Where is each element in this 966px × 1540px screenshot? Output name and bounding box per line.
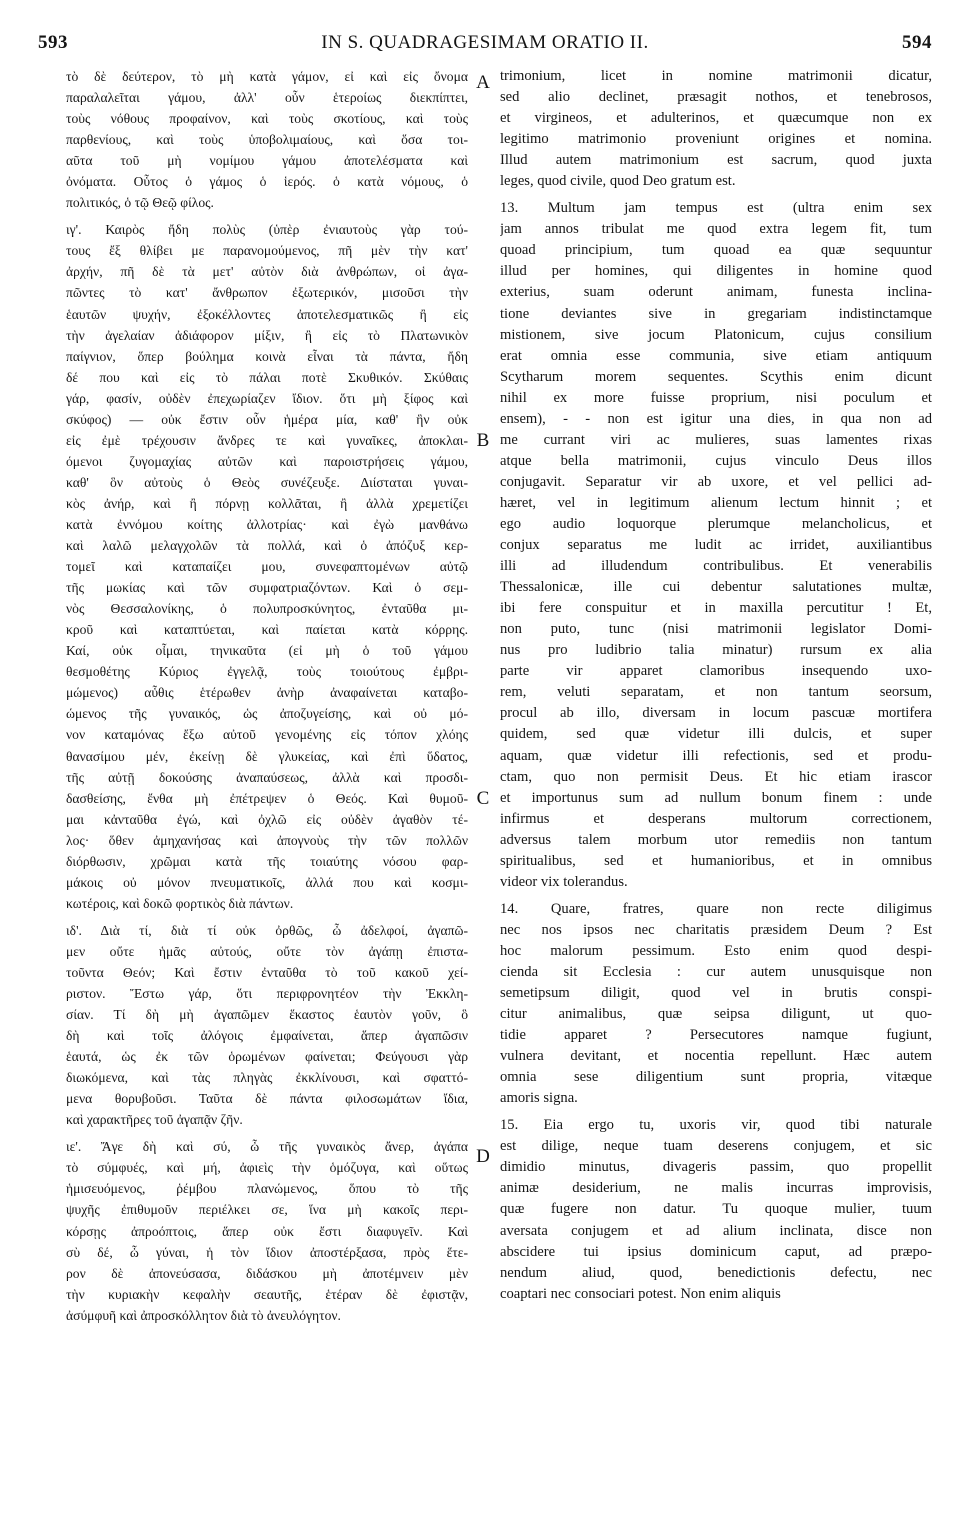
latin-paragraph	[500, 899, 932, 1109]
greek-line: ἑαυτῶν ψυχήν, ἐξοκέλλοντες ἀποτελεσματικῶς ἢ εἰς	[66, 306, 468, 322]
greek-line: γάρ, φασίν, οὐδὲν ἐπεχωρίαζεν ἴδιον. ὅτι μὴ ξίφος καὶ	[66, 390, 468, 406]
latin-line: parte vir apparet clamoribus insequendo uxo-	[500, 663, 932, 680]
latin-line: legitimo matrimonio proveniunt origines et nomina.	[500, 131, 932, 148]
latin-line: quæ fugere non datur. Tu quoque mulier, tuum	[500, 1201, 932, 1218]
latin-line: Scytharum morem sequentes. Scythis enim dicunt	[500, 368, 932, 385]
latin-line: aversata conjugem et ad alium inclinata, disce non	[500, 1222, 932, 1239]
latin-line: abscidere tui ipsius dominicum caput, ad præpo-	[500, 1243, 932, 1260]
latin-line: hæret, vel in legitimum alienum lectum hinnit ; et	[500, 494, 932, 511]
latin-line: 13. Multum jam tempus est (ultra enim sex	[500, 200, 932, 217]
greek-line: ἀρχήν, πῆ δὲ τὰ μετ' αὐτὸν διὰ ἀνθρώπων, οἱ ἀγα-	[66, 264, 468, 280]
greek-line: Καί, οὐκ οἶμαι, τηνικαῦτα (εἰ μὴ ὁ τοῦ γάμου	[66, 643, 468, 659]
running-title: IN S. QUADRAGESIMAM ORATIO II.	[321, 32, 649, 53]
greek-line: νον καταμόνας ἔξω αὐτοῦ γενομένης εἰς τόπον χλόης	[66, 727, 468, 743]
latin-line: ego audio loquorque plerumque melancholicus, et	[500, 515, 932, 532]
latin-line: quoad principium, tum quoad ea quæ sequuntur	[500, 242, 932, 259]
greek-line: σίαν. Τί δὴ μὴ ἀγαπῶμεν ἕκαστος ἑαυτὸν γοῦν, ὃ	[66, 1007, 468, 1023]
latin-line: semetipsum diligit, quod vel in brutis conspi-	[500, 985, 932, 1002]
greek-line: δασθείσης, ἔνθα μὴ ἐπέτρεψεν ὁ Θεός. Καὶ θυμοῦ-	[66, 790, 468, 806]
greek-line: θεσμοθέτης Κύριος ἐγγελᾷ, τοὺς τοιούτους ἐμβρι-	[66, 664, 468, 680]
page-number-left: 593	[38, 32, 68, 53]
latin-line: Thessalonicæ, ille cui debentur salutationes multæ,	[500, 579, 932, 596]
latin-line: trimonium, licet in nomine matrimonii dicatur,	[500, 68, 932, 84]
greek-line: καὶ λαλῶ μελαγχολῶν τὰ πολλά, καὶ ὁ ἀπόζυξ κερ-	[66, 538, 468, 554]
greek-line: παραλαλεῖται γάμου, ἀλλ' οὖν ἑτεροίως διεκπίπτει,	[66, 90, 468, 106]
latin-line: me currant viri ac mulieres, suas lamentes rixas	[500, 431, 932, 448]
latin-line: videor vix tolerandus.	[500, 873, 628, 890]
latin-line: coaptari nec consociari potest. Non enim aliquis	[500, 1285, 781, 1302]
greek-line: τῆς μωκίας καὶ τῶν συμφατριαζόντων. Καὶ ὁ σεμ-	[66, 580, 468, 596]
greek-paragraph	[66, 1136, 468, 1325]
section-marker-a: A	[476, 72, 490, 93]
greek-line: παρθενίους, καὶ τοὺς ὑποβολιμαίους, καὶ ὅσα τοι-	[66, 132, 468, 148]
greek-line: τοῦντα Θεόν; Καὶ ἔστιν ἐνταῦθα τὸ τοῦ κακοῦ χεί-	[66, 964, 468, 980]
latin-line: dimidio minutus, divageris passim, quo propellit	[500, 1159, 932, 1176]
latin-line: animæ desiderium, ne malis incurras improvisis,	[500, 1180, 932, 1197]
greek-line: ιδ'. Διὰ τί, διὰ τί οὐκ ὀρθῶς, ὦ ἀδελφοί, ἀγαπῶ-	[66, 922, 468, 938]
latin-line: ibi fere conspuitur et in maxilla percutitur ! Et,	[500, 600, 932, 617]
latin-line: mistionem, sive jocum Platonicum, cujus consilium	[500, 326, 932, 343]
latin-line: procul ab illo, diversam in locum pascuæ mortifera	[500, 705, 932, 722]
latin-line: est dilige, neque tuam deserens conjugem, et sic	[500, 1138, 932, 1155]
latin-line: leges, quod civile, quod Deo gratum est.	[500, 173, 736, 190]
greek-line: τους ἔξ θλίβει με παρανομούμενος, πῆ μὲν τὴν κατ'	[66, 243, 468, 259]
latin-line: infirmus et desperans multorum correctionem,	[500, 810, 932, 827]
latin-line: et importunus sum ad nullum bonum finem : unde	[500, 789, 932, 806]
greek-line: εἰς ἐμὲ τρέχουσιν ἄνδρες τε καὶ γυναῖκες, ἀποκλαι-	[66, 432, 468, 448]
greek-line: δέ που καὶ εἰς τὸ πάλαι ποτὲ Σκυθικόν. Σκύθαις	[66, 369, 468, 385]
latin-line: atque bella matrimonii, cujus vinculo Deus illos	[500, 452, 932, 469]
latin-line: amoris signa.	[500, 1090, 578, 1107]
latin-line: aquam, quæ videtur illi refectionis, sed et produ-	[500, 747, 932, 764]
greek-line: νὸς Θεσσαλονίκης, ὁ πολυπροσκύνητος, ἐνταῦθα μι-	[66, 601, 468, 617]
latin-line: ctam, quo non permisit Deus. Et hic etiam irascor	[500, 768, 932, 785]
latin-line: et virgineos, et adulterinos, et quæcumque non ex	[500, 110, 932, 127]
latin-line: vulnera devitant, et nocentia repellunt. Hæc autem	[500, 1048, 932, 1065]
greek-paragraph	[66, 920, 468, 1130]
latin-line: 15. Eia ergo tu, uxoris vir, quod tibi naturale	[500, 1117, 932, 1134]
greek-line: παίγνιον, ὅπερ βούλημα κοινὰ εἶναι τὰ πάντα, ἤδη	[66, 348, 468, 364]
greek-line: μάκοις οὐ μόνον πνευματικοῖς, ἀλλά που καὶ κοσμι-	[66, 874, 468, 890]
greek-line: σκύφος) — οὐκ ἔστιν οὖν ἡμέρα μία, καθ' ἣν οὐκ	[66, 411, 468, 427]
greek-line: αῦτα τοῦ μὴ νομίμου γάμου ἀποτελέσματα καὶ	[66, 153, 468, 169]
latin-line: illi ad illudendum contribulibus. Et venerabilis	[500, 558, 932, 575]
greek-line: τῆς αὐτῇ δοκούσης ἀναπαύσεως, ἀλλὰ καὶ προσδι-	[66, 769, 468, 785]
latin-line: 14. Quare, fratres, quare non recte diligimus	[500, 900, 932, 917]
greek-paragraph	[66, 66, 468, 213]
greek-line: κωτέροις, καὶ δοκῶ φορτικὸς διὰ πάντων.	[66, 895, 294, 911]
greek-line: κατὰ ἐννόμου κοίτης ἀλλοτρίας· καὶ ἐγὼ μανθάνω	[66, 516, 468, 532]
greek-line: ἡμισευόμενος, ῥέμβου πλανώμενος, ὅπου τὸ τῆς	[66, 1181, 468, 1197]
greek-line: κὸς ἀνήρ, καὶ ἢ πόρνῃ κολλᾶται, ἢ ἀλλὰ χρεμετίζει	[66, 495, 468, 511]
greek-line: όμενοι ζυγομαχίας αὐτῶν καὶ παροιστρήσεις γάμου,	[66, 453, 468, 469]
greek-line: κόρσῃς ἀπροόπτοις, ἅπερ οὐκ ἔστι διαφυγεῖν. Καὶ	[66, 1223, 468, 1239]
greek-line: τοὺς νόθους προφαίνον, καὶ τοὺς σκοτίους, καὶ τοὺς	[66, 111, 468, 127]
greek-line: ριστον. Ἔστω γάρ, ὅτι περιφρονητέον τὴν Ἐκκλη-	[66, 986, 468, 1002]
greek-line: λος· ὅθεν ἀμηχανήσας καὶ ἀπογνοὺς τὴν τῶν πολλῶν	[66, 832, 468, 848]
greek-line: μενα θορυβοῦσι. Ταῦτα δὲ πάντα φιλοσωμάτων ἴδια,	[66, 1091, 468, 1107]
greek-line: τομεῖ καὶ καταπαίζει μου, συνεφαπτομένων αὐτῷ	[66, 559, 468, 575]
latin-line: tione deviantes sive in gregariam indistinctamque	[500, 305, 932, 322]
greek-line: τὴν κυριακὴν κεφαλὴν σεαυτῆς, ἑτέραν δὲ ἐφιστᾷν,	[66, 1286, 468, 1302]
latin-line: omnia sese diligentium sunt propria, vitæque	[500, 1069, 932, 1086]
greek-paragraph	[66, 219, 468, 914]
latin-line: citur animalibus, quæ seipsa diligunt, ut quo-	[500, 1006, 932, 1023]
latin-line: illud per homines, qui diligentes in homine quod	[500, 263, 932, 280]
greek-line: μώμενος) αὖθις ἑτέρωθεν ἀνὴρ ἀναφαίνεται καταβο-	[66, 685, 468, 701]
greek-line: ὀνόματα. Οὗτος ὁ γάμος ὁ ἱερός. ὁ κατὰ νόμους, ὁ	[66, 174, 468, 190]
greek-line: θανασίμου μέν, ἐκείνῃ δὲ γλυκείας, καὶ ἐπὶ ὕδατος,	[66, 748, 468, 764]
greek-line: ἀσύμφυῆ καὶ ἀπροσκόλλητον διὰ τὸ ἀνευλόγητον.	[66, 1307, 341, 1323]
greek-text-column	[66, 66, 468, 1530]
greek-line: τὸ σύμφυές, καὶ μή, ἀφιεὶς τὴν ὁμόζυγα, καὶ οὕτως	[66, 1160, 468, 1176]
latin-line: erat omnia esse communia, sive etiam antiquum	[500, 347, 932, 364]
latin-line: exterius, suam oderunt animam, funesta inclina-	[500, 284, 932, 301]
greek-line: κροῦ καὶ καταπτύεται, καὶ παίεται κατὰ κόρρης.	[66, 622, 468, 638]
greek-line: δὴ καὶ τοῖς ἀλόγοις ἐμφαίνεται, ἅπερ ἀγαπῶσιν	[66, 1028, 468, 1044]
page-number-right: 594	[902, 32, 932, 53]
greek-line: ἑαυτά, ὡς ἐκ τῶν ὁρωμένων φαίνεται; Φεύγουσι γὰρ	[66, 1049, 468, 1065]
greek-line: καὶ χαρακτῆρες τοῦ ἀγαπᾷν ζῆν.	[66, 1112, 243, 1128]
latin-line: non puto, tunc (nisi matrimonii legislator Domi-	[500, 621, 932, 638]
latin-line: conjux separatus me ludit ac irridet, auxiliantibus	[500, 537, 932, 554]
latin-line: rem, veluti separatam, et non tantum seorsum,	[500, 684, 932, 701]
section-marker-d: D	[476, 1146, 490, 1167]
latin-line: tidie apparet ? Persecutores namque fugiunt,	[500, 1027, 932, 1044]
greek-line: πολιτικός, ὁ τῷ Θεῷ φίλος.	[66, 195, 214, 211]
greek-line: ψυχῆς ἐπιθυμοῦν περιέλκει σε, ἵνα μὴ κακοῖς περι-	[66, 1202, 468, 1218]
latin-line: jam annos tribulat me quod extra legem fit, tum	[500, 221, 932, 238]
latin-text-column	[500, 66, 932, 1530]
latin-line: Illud autem matrimonium est sacrum, quod juxta	[500, 152, 932, 169]
section-marker-b: B	[476, 430, 490, 451]
greek-line: διόρθωσιν, χρῶμαι κατὰ τῆς τοιαύτης νόσου φαρ-	[66, 853, 468, 869]
latin-line: cienda sit Ecclesia : cur autem unusquisque non	[500, 963, 932, 980]
latin-line: nus pro ludibrio talia minatur) rursum ex alia	[500, 642, 932, 659]
latin-line: sed alio declinet, præsagit nothos, et tenebrosos,	[500, 89, 932, 106]
greek-line: μαι κἀνταῦθα ἐγώ, καὶ ὀχλῶ εἰς οὐδὲν ἀγαθὸν τέ-	[66, 811, 468, 827]
latin-line: conjugavit. Separatur vir ab uxore, et vel pellici ad-	[500, 473, 932, 490]
greek-line: καθ' ὃν αὐτοὺς ὁ Θεὸς συνέζευξε. Διίσταται γυναι-	[66, 474, 468, 490]
greek-line: σὺ δέ, ὦ γύναι, ἡ τὸν ἴδιον ἀποστέρξασα, πρὸς ἕτε-	[66, 1244, 468, 1260]
latin-paragraph	[500, 1115, 932, 1304]
latin-line: ensem), - - non est igitur una dies, in qua non ad	[500, 410, 932, 427]
greek-line: διωκόμενα, καὶ τὰς πληγὰς ἐκκλίνουσι, καὶ σφαττό-	[66, 1070, 468, 1086]
greek-line: πῶντες τὸ κατ' ἄνθρωπον ἐξωτερικόν, μισοῦσι τὴν	[66, 285, 468, 301]
greek-line: ώμενος τῆς γυναικός, ὡς ἀποζυγείσης, καὶ οὐ μό-	[66, 706, 468, 722]
greek-line: ρον δὲ ἀπονεύσασα, διδάσκου μὴ ἀποτέμνειν μὲν	[66, 1265, 468, 1281]
latin-paragraph	[500, 198, 932, 893]
greek-line: τὸ δὲ δεύτερον, τὸ μὴ κατὰ γάμον, εἰ καὶ εἰς ὄνομα	[66, 69, 468, 84]
latin-line: adversus talem morbum utor remediis non tantum	[500, 831, 932, 848]
greek-line: μεν οὔτε ἡμᾶς αὐτούς, οὔτε τὸν ἀγάπῃ ἐπιστα-	[66, 943, 468, 959]
latin-line: nihil ex more fuisse proprium, nisi poculum et	[500, 389, 932, 406]
greek-line: ιγ'. Καιρὸς ἤδη πολὺς (ὑπὲρ ἐνιαυτοὺς γὰρ τού-	[66, 222, 468, 238]
latin-line: nendum aliud, quod, benedictionis defectu, nec	[500, 1264, 932, 1281]
latin-line: hoc malorum pessimum. Esto enim quod despi-	[500, 942, 932, 959]
latin-paragraph	[500, 66, 932, 192]
section-marker-c: C	[476, 788, 490, 809]
greek-line: ιε'. Ἄγε δὴ καὶ σύ, ὦ τῆς γυναικὸς ἄνερ, ἀγάπα	[66, 1139, 468, 1155]
latin-line: spiritualibus, sed et humanioribus, et in omnibus	[500, 852, 932, 869]
latin-line: nec nos ipsos nec charitatis præsidem Deum ? Est	[500, 921, 932, 938]
page-header	[38, 26, 932, 56]
latin-line: quidem, sed quæ videtur illi dulcis, et super	[500, 726, 932, 743]
greek-line: τὴν ἀγελαίαν ἀδιάφορον μίξιν, ἢ εἰς τὸ Πλατωνικὸν	[66, 327, 468, 343]
